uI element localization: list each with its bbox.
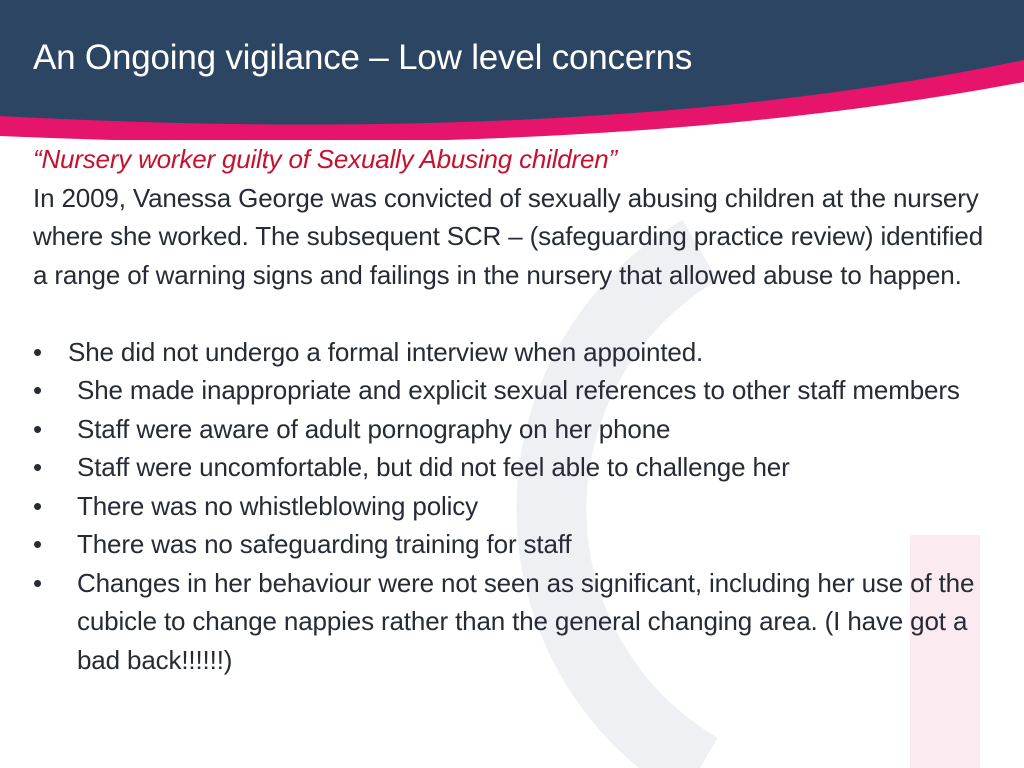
list-item: [33, 410, 993, 449]
bullet-icon: •: [33, 452, 42, 482]
bullet-icon: •: [33, 336, 42, 367]
list-item-text: She did not undergo a formal interview when appointed.: [68, 336, 704, 367]
list-item-text: She made inappropriate and explicit sexual references to other staff members: [77, 375, 960, 405]
slide-title: An Ongoing vigilance – Low level concerns: [33, 38, 693, 77]
slide-content: [33, 140, 993, 679]
bullet-icon: •: [33, 567, 42, 598]
list-item: [33, 525, 993, 564]
list-item-text: There was no safeguarding training for staff: [77, 529, 572, 559]
headline-quote: “Nursery worker guilty of Sexually Abusing children”: [33, 144, 617, 174]
list-item-text: Staff were uncomfortable, but did not feel able to challenge her: [77, 452, 790, 482]
list-item: [33, 487, 993, 526]
bullet-icon: •: [33, 490, 42, 521]
paragraph-spacer: [33, 294, 993, 333]
list-item: [33, 448, 993, 487]
bullet-icon: •: [33, 413, 42, 444]
warning-signs-list: [33, 333, 993, 680]
bullet-icon: •: [33, 529, 42, 559]
bullet-icon: •: [33, 375, 42, 405]
list-item-text: Changes in her behaviour were not seen as significant, including her use of the cubicle to change nappies rather than the general changing area. (I have got a bad back!!!!!!): [77, 567, 975, 675]
list-item-text: Staff were aware of adult pornography on her phone: [77, 413, 671, 444]
list-item: [33, 333, 993, 372]
list-item: [33, 564, 993, 680]
list-item: [33, 371, 993, 410]
list-item-text: There was no whistleblowing policy: [77, 490, 478, 521]
intro-paragraph: In 2009, Vanessa George was convicted of sexually abusing children at the nursery where she worked. The subsequent SCR – (safeguarding practice review) identified a range of warning signs and failings in the nursery that allowed abuse to happen.: [33, 182, 984, 290]
